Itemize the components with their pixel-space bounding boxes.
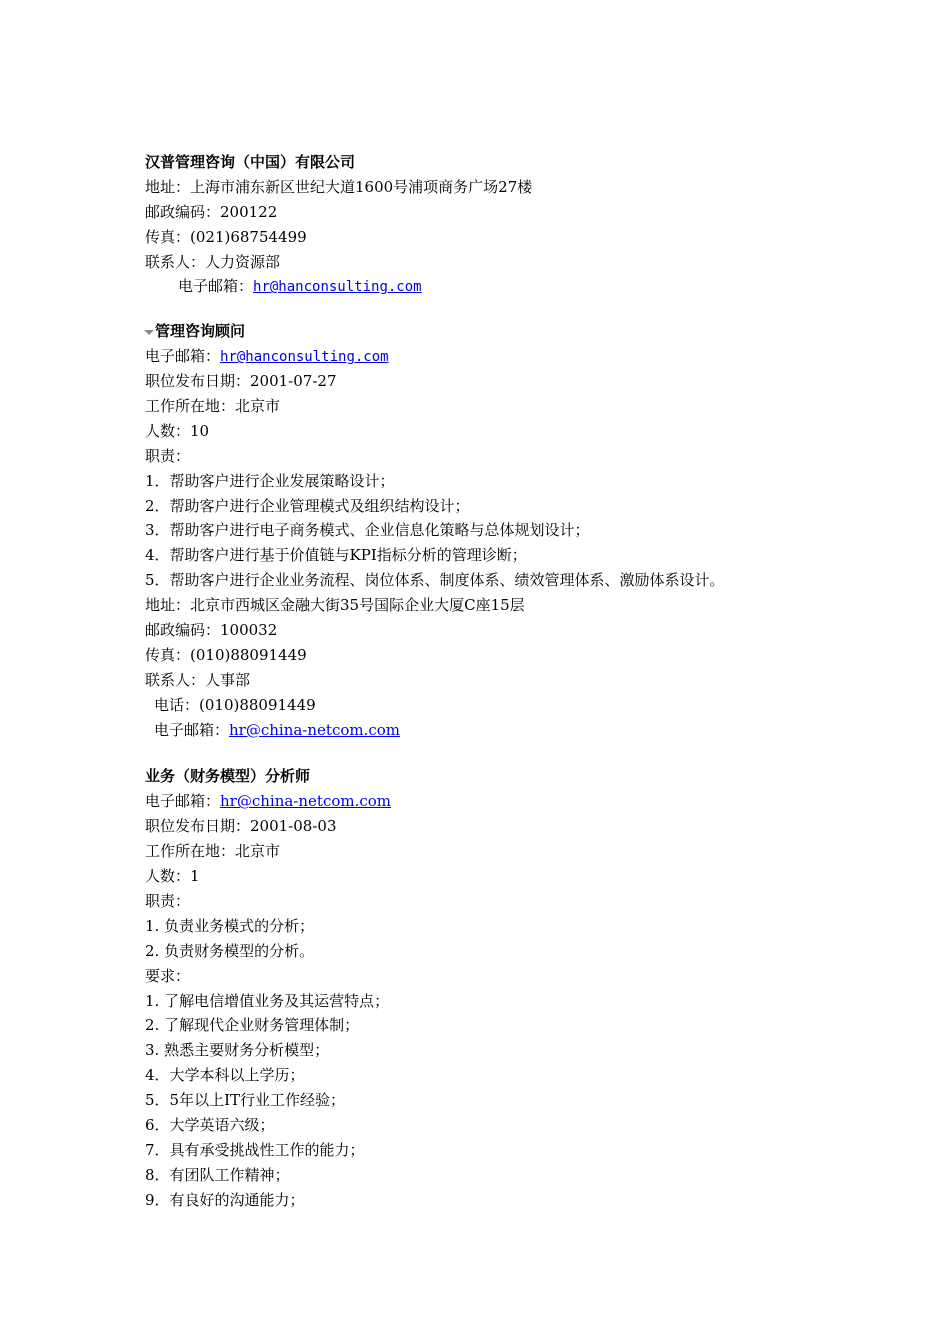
job1-email2-label: 电子邮箱： <box>154 720 230 739</box>
job2-requirement-item: 9．有良好的沟通能力； <box>145 1190 305 1209</box>
job2-requirements-label: 要求： <box>145 966 191 985</box>
job2-email-row <box>145 789 905 814</box>
job2-email-label: 电子邮箱： <box>145 792 221 811</box>
job2-post-date: 职位发布日期：2001-08-03 <box>145 817 337 836</box>
job2-requirement-item: 3. 熟悉主要财务分析模型； <box>145 1041 330 1060</box>
job1-duty-item: 3．帮助客户进行电子商务模式、企业信息化策略与总体规划设计； <box>145 521 590 540</box>
job1-title: 管理咨询顾问 <box>155 322 246 341</box>
job1-duty-item: 4．帮助客户进行基于价值链与KPI指标分析的管理诊断； <box>145 546 527 565</box>
job2-requirement-item: 4．大学本科以上学历； <box>145 1066 305 1085</box>
job1-contact: 联系人：人事部 <box>145 670 251 689</box>
company-email-row <box>145 274 905 299</box>
job1-fax: 传真：(010)88091449 <box>145 645 307 664</box>
job1-duties-label: 职责： <box>145 446 191 465</box>
job2-email-link[interactable]: hr@china-netcom.com <box>220 792 392 811</box>
job1-email2-row <box>145 718 905 743</box>
job2-duties-label: 职责： <box>145 891 191 910</box>
document-page <box>145 150 905 1213</box>
job2-headcount: 人数：1 <box>145 867 200 886</box>
company-contact: 联系人：人力资源部 <box>145 252 281 271</box>
company-name: 汉普管理咨询（中国）有限公司 <box>145 153 356 171</box>
job2-requirement-item: 5．5年以上IT行业工作经验； <box>145 1091 346 1110</box>
job2-requirement-item: 6．大学英语六级； <box>145 1115 275 1134</box>
company-email-link[interactable]: hr@hanconsulting.com <box>253 279 422 296</box>
company-address: 地址：上海市浦东新区世纪大道1600号浦项商务广场27楼 <box>145 177 533 196</box>
job2-requirement-item: 1. 了解电信增值业务及其运营特点； <box>145 991 390 1010</box>
job1-email-row <box>145 344 905 369</box>
job1-headcount: 人数：10 <box>145 421 210 440</box>
job1-postcode: 邮政编码：100032 <box>145 621 278 640</box>
collapse-triangle-icon[interactable] <box>144 330 154 335</box>
job2-requirement-item: 8．有团队工作精神； <box>145 1165 290 1184</box>
job1-location: 工作所在地：北京市 <box>145 397 281 416</box>
job2-location: 工作所在地：北京市 <box>145 842 281 861</box>
job1-duty-item: 2．帮助客户进行企业管理模式及组织结构设计； <box>145 496 470 515</box>
job1-email2-link[interactable]: hr@china-netcom.com <box>229 720 401 739</box>
job2-requirement-item: 2. 了解现代企业财务管理体制； <box>145 1016 360 1035</box>
job2-title: 业务（财务模型）分析师 <box>145 767 311 786</box>
job1-duty-item: 5．帮助客户进行企业业务流程、岗位体系、制度体系、绩效管理体系、激励体系设计。 <box>145 571 725 590</box>
company-fax: 传真：(021)68754499 <box>145 227 307 246</box>
job1-email-link[interactable]: hr@hanconsulting.com <box>220 349 389 366</box>
job1-address: 地址：北京市西城区金融大街35号国际企业大厦C座15层 <box>145 596 525 615</box>
job1-phone: 电话：(010)88091449 <box>154 695 316 714</box>
job2-requirement-item: 7．具有承受挑战性工作的能力； <box>145 1140 365 1159</box>
company-postcode: 邮政编码：200122 <box>145 202 278 221</box>
job2-duty-item: 2. 负责财务模型的分析。 <box>145 941 315 960</box>
job1-title-row[interactable] <box>145 319 905 344</box>
job1-post-date: 职位发布日期：2001-07-27 <box>145 372 337 391</box>
company-email-label: 电子邮箱： <box>178 277 254 296</box>
job1-email-label: 电子邮箱： <box>145 347 221 366</box>
job2-duty-item: 1. 负责业务模式的分析； <box>145 916 315 935</box>
job1-duty-item: 1．帮助客户进行企业发展策略设计； <box>145 471 395 490</box>
